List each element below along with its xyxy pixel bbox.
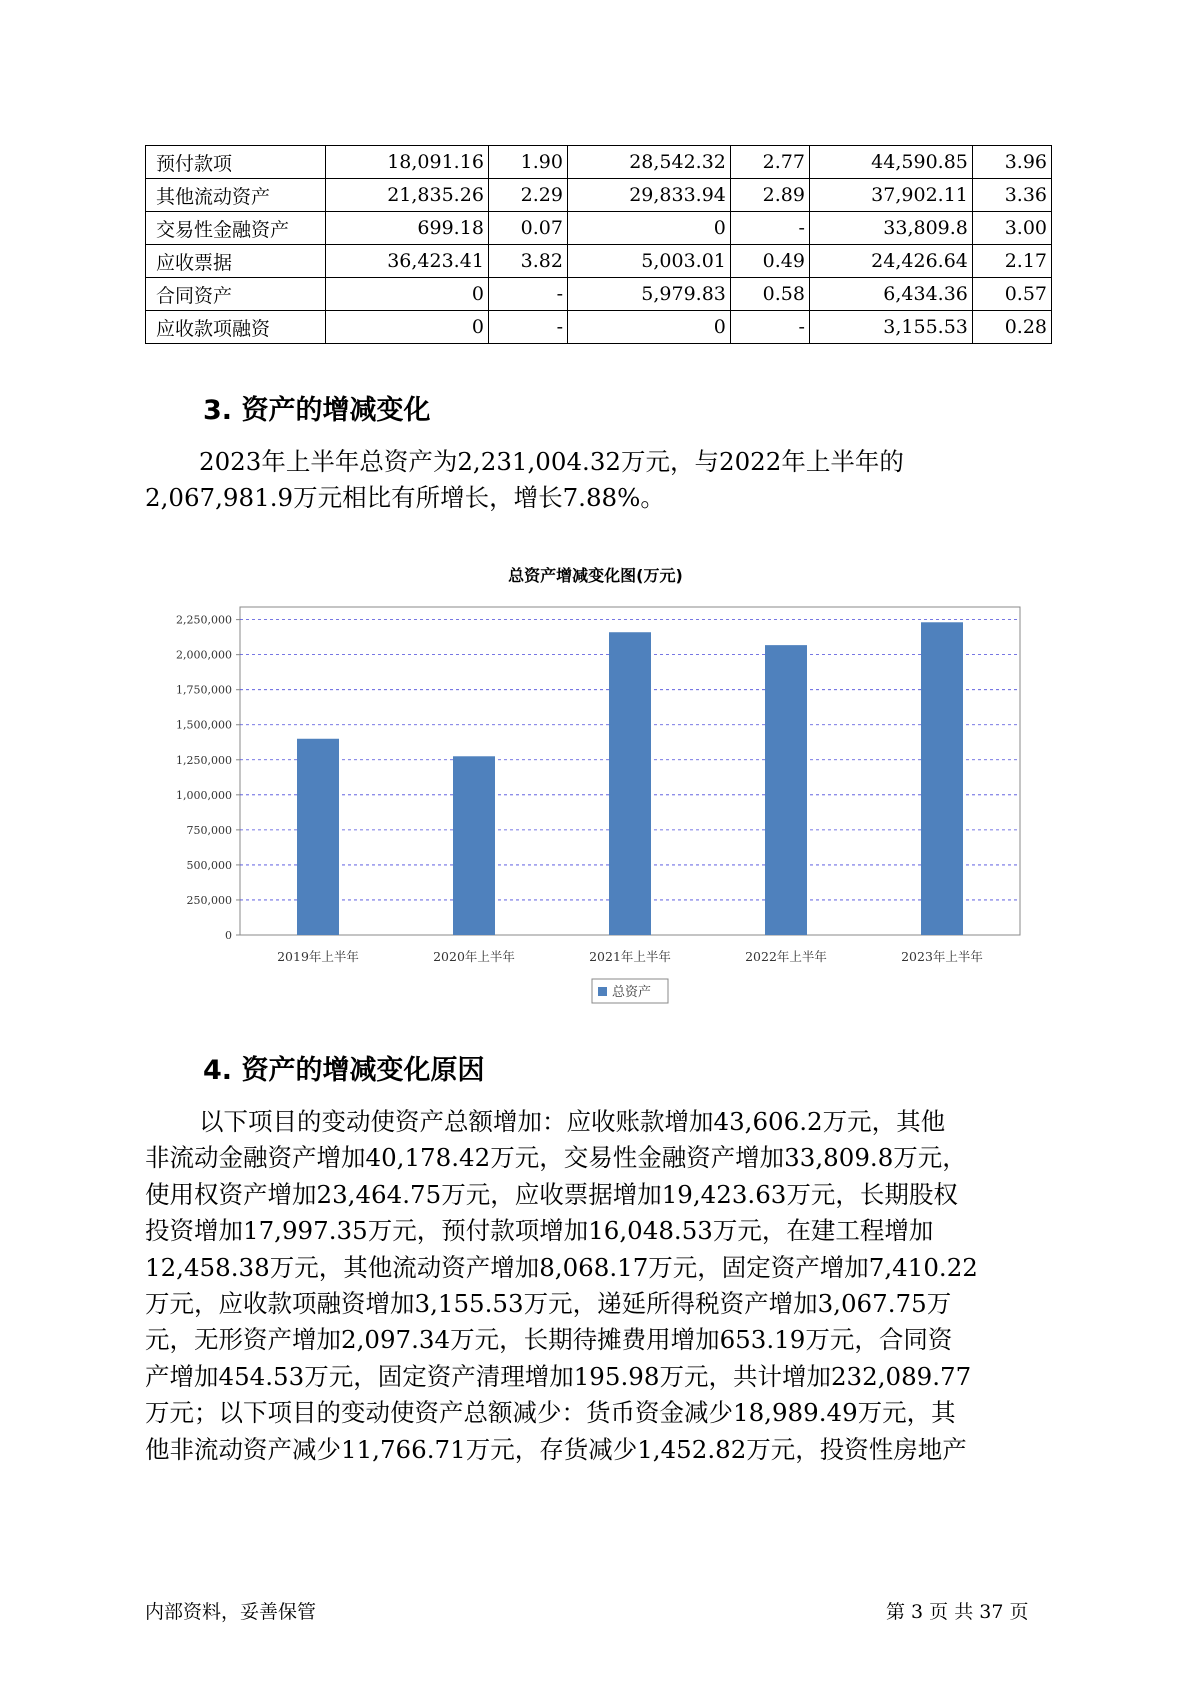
footer-left: 内部资料，妥善保管 (145, 1601, 317, 1623)
value-cell: 2.17 (972, 245, 1051, 278)
value-cell: 2.29 (488, 179, 567, 212)
y-tick-label: 2,000,000 (176, 648, 232, 662)
value-cell: 44,590.85 (809, 146, 972, 179)
x-tick-label: 2020年上半年 (433, 949, 515, 964)
table-row (146, 146, 1052, 179)
value-cell: 28,542.32 (567, 146, 730, 179)
value-cell: 29,833.94 (567, 179, 730, 212)
value-cell: 0.28 (972, 311, 1051, 344)
value-cell: 37,902.11 (809, 179, 972, 212)
paragraph-line: 元，无形资产增加2,097.34万元，长期待摊费用增加653.19万元，合同资 (145, 1325, 953, 1355)
paragraph-line: 投资增加17,997.35万元，预付款项增加16,048.53万元，在建工程增加 (145, 1216, 934, 1246)
bar (609, 632, 651, 935)
value-cell: 6,434.36 (809, 278, 972, 311)
value-cell: 18,091.16 (326, 146, 489, 179)
section4-paragraph (145, 1104, 1050, 1468)
paragraph-line: 万元，应收款项融资增加3,155.53万元，递延所得税资产增加3,067.75万 (145, 1289, 952, 1319)
bar (453, 756, 495, 935)
paragraph-line: 万元；以下项目的变动使资产总额减少：货币资金减少18,989.49万元，其 (145, 1398, 956, 1428)
value-cell: 5,979.83 (567, 278, 730, 311)
page-number: 第 3 页 共 37 页 (886, 1601, 1029, 1623)
value-cell: 3.82 (488, 245, 567, 278)
y-tick-label: 250,000 (186, 893, 232, 907)
row-label-cell: 应收款项融资 (146, 311, 326, 344)
paragraph-line: 2,067,981.9万元相比有所增长，增长7.88%。 (145, 483, 665, 513)
paragraph-line: 产增加454.53万元，固定资产清理增加195.98万元，共计增加232,089.77 (145, 1361, 972, 1391)
value-cell: - (488, 278, 567, 311)
section4-heading: 4. 资产的增减变化原因 (203, 1055, 485, 1086)
row-label-cell: 交易性金融资产 (146, 212, 326, 245)
value-cell: 0.57 (972, 278, 1051, 311)
table-row (146, 245, 1052, 278)
y-tick-label: 0 (225, 929, 232, 942)
paragraph-line: 以下项目的变动使资产总额增加：应收账款增加43,606.2万元，其他 (199, 1107, 946, 1136)
x-tick-label: 2023年上半年 (901, 949, 983, 964)
paragraph-line: 12,458.38万元，其他流动资产增加8,068.17万元，固定资产增加7,410.22 (145, 1252, 978, 1282)
chart-title: 总资产增减变化图(万元) (508, 566, 683, 585)
paragraph-line: 使用权资产增加23,464.75万元，应收票据增加19,423.63万元，长期股权 (145, 1179, 958, 1209)
value-cell: 1.90 (488, 146, 567, 179)
bar (297, 739, 339, 935)
value-cell: 24,426.64 (809, 245, 972, 278)
value-cell: 3,155.53 (809, 311, 972, 344)
paragraph-line: 他非流动资产减少11,766.71万元，存货减少1,452.82万元，投资性房地产 (145, 1434, 967, 1464)
y-tick-label: 1,000,000 (176, 788, 232, 802)
y-tick-label: 1,750,000 (176, 683, 232, 697)
legend-swatch (598, 987, 607, 996)
row-label-cell: 其他流动资产 (146, 179, 326, 212)
value-cell: 3.36 (972, 179, 1051, 212)
value-cell: 0.49 (730, 245, 809, 278)
value-cell: 0 (567, 212, 730, 245)
bar (765, 645, 807, 935)
y-tick-label: 1,500,000 (176, 718, 232, 732)
x-tick-label: 2019年上半年 (277, 949, 359, 964)
value-cell: 0.58 (730, 278, 809, 311)
value-cell: 36,423.41 (326, 245, 489, 278)
legend-label: 总资产 (612, 985, 652, 1000)
value-cell: 2.89 (730, 179, 809, 212)
paragraph-line: 非流动金融资产增加40,178.42万元，交易性金融资产增加33,809.8万元， (145, 1143, 967, 1173)
row-label-cell: 合同资产 (146, 278, 326, 311)
value-cell: 2.77 (730, 146, 809, 179)
table-row (146, 311, 1052, 344)
value-cell: - (730, 311, 809, 344)
y-tick-label: 2,250,000 (176, 613, 232, 627)
value-cell: 699.18 (326, 212, 489, 245)
section3-heading: 3. 资产的增减变化 (203, 395, 431, 426)
section3-paragraph (145, 444, 1050, 517)
y-tick-label: 500,000 (186, 858, 232, 872)
y-tick-label: 1,250,000 (176, 753, 232, 767)
row-label-cell: 预付款项 (146, 146, 326, 179)
paragraph-line: 2023年上半年总资产为2,231,004.32万元，与2022年上半年的 (199, 447, 904, 476)
bar (921, 622, 963, 935)
x-tick-label: 2021年上半年 (589, 949, 671, 964)
x-tick-label: 2022年上半年 (745, 949, 827, 964)
value-cell: 0.07 (488, 212, 567, 245)
total-assets-chart (160, 595, 1030, 1015)
value-cell: 3.96 (972, 146, 1051, 179)
value-cell: 0 (567, 311, 730, 344)
value-cell: 0 (326, 311, 489, 344)
asset-table (145, 145, 1052, 344)
table-row (146, 179, 1052, 212)
value-cell: 33,809.8 (809, 212, 972, 245)
value-cell: 0 (326, 278, 489, 311)
value-cell: - (488, 311, 567, 344)
value-cell: 5,003.01 (567, 245, 730, 278)
y-tick-label: 750,000 (186, 823, 232, 837)
value-cell: 21,835.26 (326, 179, 489, 212)
table-row (146, 212, 1052, 245)
row-label-cell: 应收票据 (146, 245, 326, 278)
value-cell: - (730, 212, 809, 245)
value-cell: 3.00 (972, 212, 1051, 245)
table-row (146, 278, 1052, 311)
